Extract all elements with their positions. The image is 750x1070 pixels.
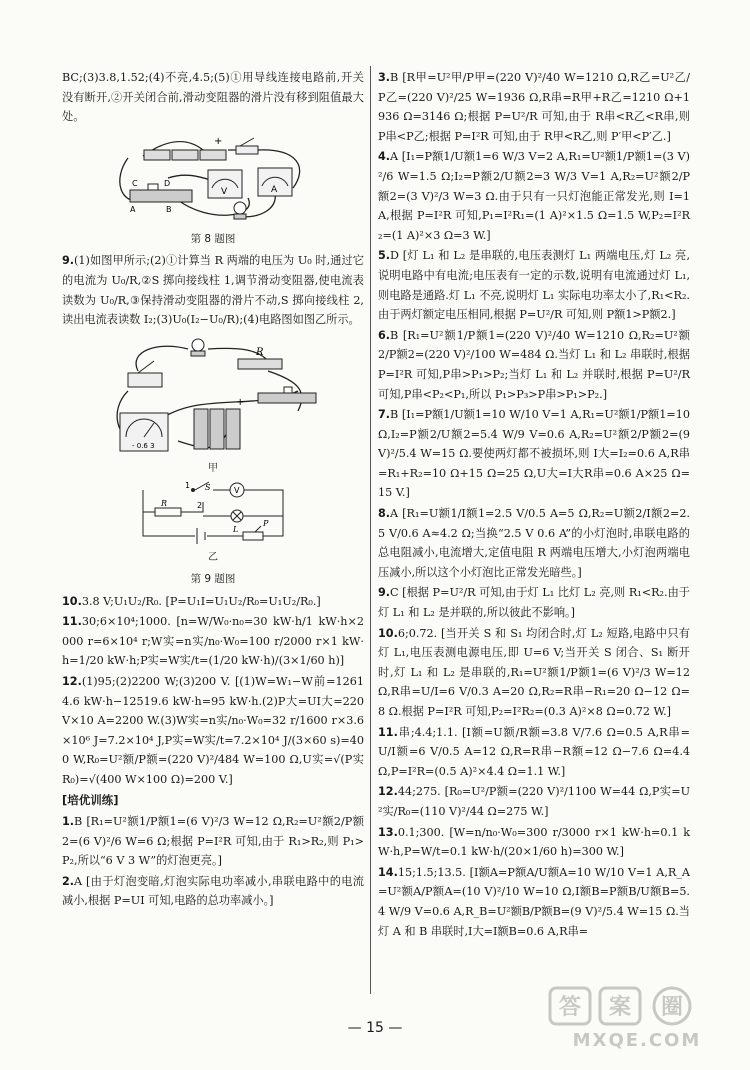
svg-text:+: + [236, 396, 245, 408]
svg-text:V: V [234, 486, 240, 496]
plus-sign: + [214, 135, 223, 147]
svg-text:A: A [130, 204, 136, 214]
figure-9-caption: 第 9 题图 [190, 572, 236, 585]
answer-9: 9.(1)如图甲所示;(2)①计算当 R 两端的电压为 U₀ 时,通过它的电流为 U₀/R,②S 掷向接线柱 1,调节滑动变阻器,使电流表读数为 U₀/R,③保持滑动变阻器的滑片不动,S 掷向接线柱 2,读出电流表读数 I₂;(3)U₀(I₂−U₀/R);(4)电路图如图乙所示。 [62, 254, 364, 327]
training-answer-1: 1.B [R₁=U²额1/P额1=(6 V)²/3 W=12 Ω,R₂=U²额2/P额2=(6 V)²/6 W=6 Ω;根据 P=I²R 可知,由于 R₁>R₂,则 P₁>P₂,所以“6 V 3 W”的灯泡更亮。] [62, 815, 364, 868]
svg-text:D: D [164, 178, 171, 188]
training-answer-8: 8.A [R₁=U额1/I额1=2.5 V/0.5 A=5 Ω,R₂=U额2/I额2=2.5 V/0.6 A≈4.2 Ω;当换“2.5 V 0.6 A”的小灯泡时,串联电路的总电阻减小,电流增大,定值电阻 R 两端电压增大,小灯泡两端电压减小,所以这个小灯泡比正常发光暗些。] [378, 507, 690, 579]
training-answer-4: 4.A [I₁=P额1/U额1=6 W/3 V=2 A,R₁=U²额1/P额1=(3 V)²/6 W=1.5 Ω;I₂=P额2/U额2=3 W/3 V=1 A,R₂=U²额2/P额2=(3 V)²/3 W=3 Ω.由于只有一只灯泡能正常发光,则 I=1 A,根据 P=I²R 可知,P₁=I²R₁=(1 A)²×1.5 Ω=1.5 W,P₂=I²R₂=(1 A)²×3 Ω=3 W.] [378, 150, 690, 242]
training-answer-3: 3.B [R甲=U²甲/P甲=(220 V)²/40 W=1210 Ω,R乙=U²乙/P乙=(220 V)²/25 W=1936 Ω,R串=R甲+R乙=1210 Ω+1936 Ω=3146 Ω;根据 P=U²/R 可知,由于 R串<R乙<R串,则 P串<P乙;根据 P=I²R 可知,由于 R甲<R乙,则 P′甲<P′乙.] [378, 71, 690, 143]
right-column [378, 68, 690, 942]
answer-8-tail: BC;(3)3.8,1.52;(4)不亮,4.5;(5)①用导线连接电路前,开关没有断开,②开关闭合前,滑动变阻器的滑片没有移到阻值最大处。 [62, 71, 364, 124]
page-number: — 15 — [347, 1020, 403, 1036]
section-heading: [培优训练] [62, 793, 119, 808]
figure-9-jia-label: 甲 [208, 462, 218, 474]
svg-text:- 0.6 3: - 0.6 3 [132, 441, 155, 450]
svg-text:L: L [233, 525, 239, 535]
svg-text:1: 1 [185, 481, 191, 491]
column-divider [370, 66, 371, 994]
svg-text:R: R [256, 346, 264, 358]
training-answer-12: 12.44;275. [R₀=U²/P额=(220 V)²/1100 W=44 Ω,P实=U²实/R₀=(110 V)²/44 Ω=275 W.] [378, 785, 690, 818]
svg-text:V: V [221, 186, 228, 197]
figure-9-jia-circuit [98, 331, 328, 459]
svg-text:答: 答 [558, 995, 582, 1020]
site-watermark-logo [542, 982, 732, 1052]
training-answer-13: 13.0.1;300. [W=n/n₀·W₀=300 r/3000 r×1 kW·h=0.1 kW·h,P=W/t=0.1 kW·h/(20×1/60 h)=300 W.] [378, 825, 690, 859]
training-answer-2: 2.A [由于灯泡变暗,灯泡实际电功率减小,串联电路中的电流减小,根据 P=UI 可知,电路的总功率减小。] [62, 874, 364, 908]
svg-text:2: 2 [197, 501, 203, 511]
training-answer-14: 14.15;1.5;13.5. [I额A=P额A/U额A=10 W/10 V=1 A,R_A=U²额A/P额A=(10 V)²/10 W=10 Ω,I额B=P额B/U额B=5.4 W/9 V=0.6 A,R_B=U²额B/P额B=(9 V)²/5.4 W=15 Ω.当灯 A 和 B 串联时,I大=I额B=0.6 A,R串= [378, 865, 690, 938]
svg-text:B: B [166, 204, 172, 214]
svg-text:圈: 圈 [660, 995, 684, 1020]
figure-8-circuit [108, 128, 318, 228]
svg-text:S: S [205, 483, 211, 493]
answer-11: 11.30;6×10⁴;1000. [n=W/W₀·n₀=30 kW·h/1 kW·h×2000 r=6×10⁴ r;W实=n实/n₀·W₀=100 r/2000 r×1 kW·h=1/20 kW·h;P实=W实/t=(1/20 kW·h)/(3×1/60 h)] [62, 615, 364, 668]
figure-9-yi-label: 乙 [208, 552, 218, 564]
training-answer-9: 9.C [根据 P=U²/R 可知,由于灯 L₁ 比灯 L₂ 亮,则 R₁<R₂.由于灯 L₁ 和 L₂ 是并联的,所以彼此不影响。] [378, 586, 690, 620]
answer-10: 10.3.8 V;U₁U₂/R₀. [P=U₁I=U₁U₂/R₀=U₁U₂/R₀.] [62, 594, 321, 608]
training-answer-6: 6.B [R₁=U²额1/P额1=(220 V)²/40 W=1210 Ω,R₂=U²额2/P额2=(220 V)²/100 W=484 Ω.当灯 L₁ 和 L₂ 串联时,根据 P=I²R 可知,P串>P₁>P₂;当灯 L₁ 和 L₂ 并联时,根据 P=U²/R 可知,P串<P₂<P₁,所以 P₁>P₃>P串>P₁>P₂.] [378, 328, 690, 401]
figure-8-caption: 第 8 题图 [190, 232, 236, 245]
svg-text:MXQE.COM: MXQE.COM [572, 1030, 702, 1051]
figure-9-yi-schematic [133, 478, 293, 548]
left-column [62, 68, 364, 912]
training-answer-5: 5.D [灯 L₁ 和 L₂ 是串联的,电压表测灯 L₁ 两端电压,灯 L₂ 亮,说明电路中有电流;电压表有一定的示数,说明有电流通过灯 L₁,则电路是通路.灯 L₁ 不亮,说明灯 L₁ 实际电功率太小了,R₁<R₂.由于两灯额定电压相同,根据 P=U²/R 可知,则 P额1>P额2.] [378, 249, 690, 322]
svg-text:A: A [271, 184, 278, 195]
training-answer-7: 7.B [I₁=P额1/U额1=10 W/10 V=1 A,R₁=U²额1/P额1=10 Ω,I₂=P额2/U额2=5.4 W/9 V=0.6 A,R₂=U²额2/P额2=(9 V)²/5.4 W=15 Ω.要使两灯都不被损坏,则 I大=I₂=0.6 A,R串=R₁+R₂=10 Ω+15 Ω=25 Ω,U大=I大R串=0.6 A×25 Ω=15 V.] [378, 408, 690, 500]
training-answer-11: 11.串;4.4;1.1. [I额=U额/R额=3.8 V/7.6 Ω=0.5 A,R串=U/I额=6 V/0.5 A=12 Ω,R=R串−R额=12 Ω−7.6 Ω=4.4 Ω,P=I²R=(0.5 A)²×4.4 Ω=1.1 W.] [378, 725, 690, 778]
svg-text:C: C [132, 178, 138, 188]
answer-12: 12.(1)95;(2)2200 W;(3)200 V. [(1)W=W₁−W前=12614.6 kW·h−12519.6 kW·h=95 kW·h.(2)P大=UI大=220 V×10 A=2200 W.(3)W实=n实/n₀·W₀=32 r/1600 r×3.6×10⁶ J=7.2×10⁴ J,P实=W实/t=7.2×10⁴ J/(3×60 s)=400 W,R₀=U²额/P额=(220 V)²/484 W=100 Ω,U实=√(P实R₀)=√(400 W×100 Ω)=200 V.] [62, 674, 364, 786]
svg-text:P: P [263, 519, 269, 529]
training-answer-10: 10.6;0.72. [当开关 S 和 S₁ 均闭合时,灯 L₂ 短路,电路中只有灯 L₁,电压表测电源电压,即 U=6 V;当开关 S 闭合、S₁ 断开时,灯 L₁ 和 L₂ 是串联的,R₁=U²额1/P额1=(6 V)²/3 W=12 Ω,R串=U/I=6 V/0.3 A=20 Ω,R₂=R串−R₁=20 Ω−12 Ω=8 Ω.根据 P=I²R 可知,P₂=I²R₂=(0.3 A)²×8 Ω=0.72 W.] [378, 626, 690, 718]
svg-text:案: 案 [608, 995, 632, 1020]
svg-text:R: R [161, 499, 168, 509]
